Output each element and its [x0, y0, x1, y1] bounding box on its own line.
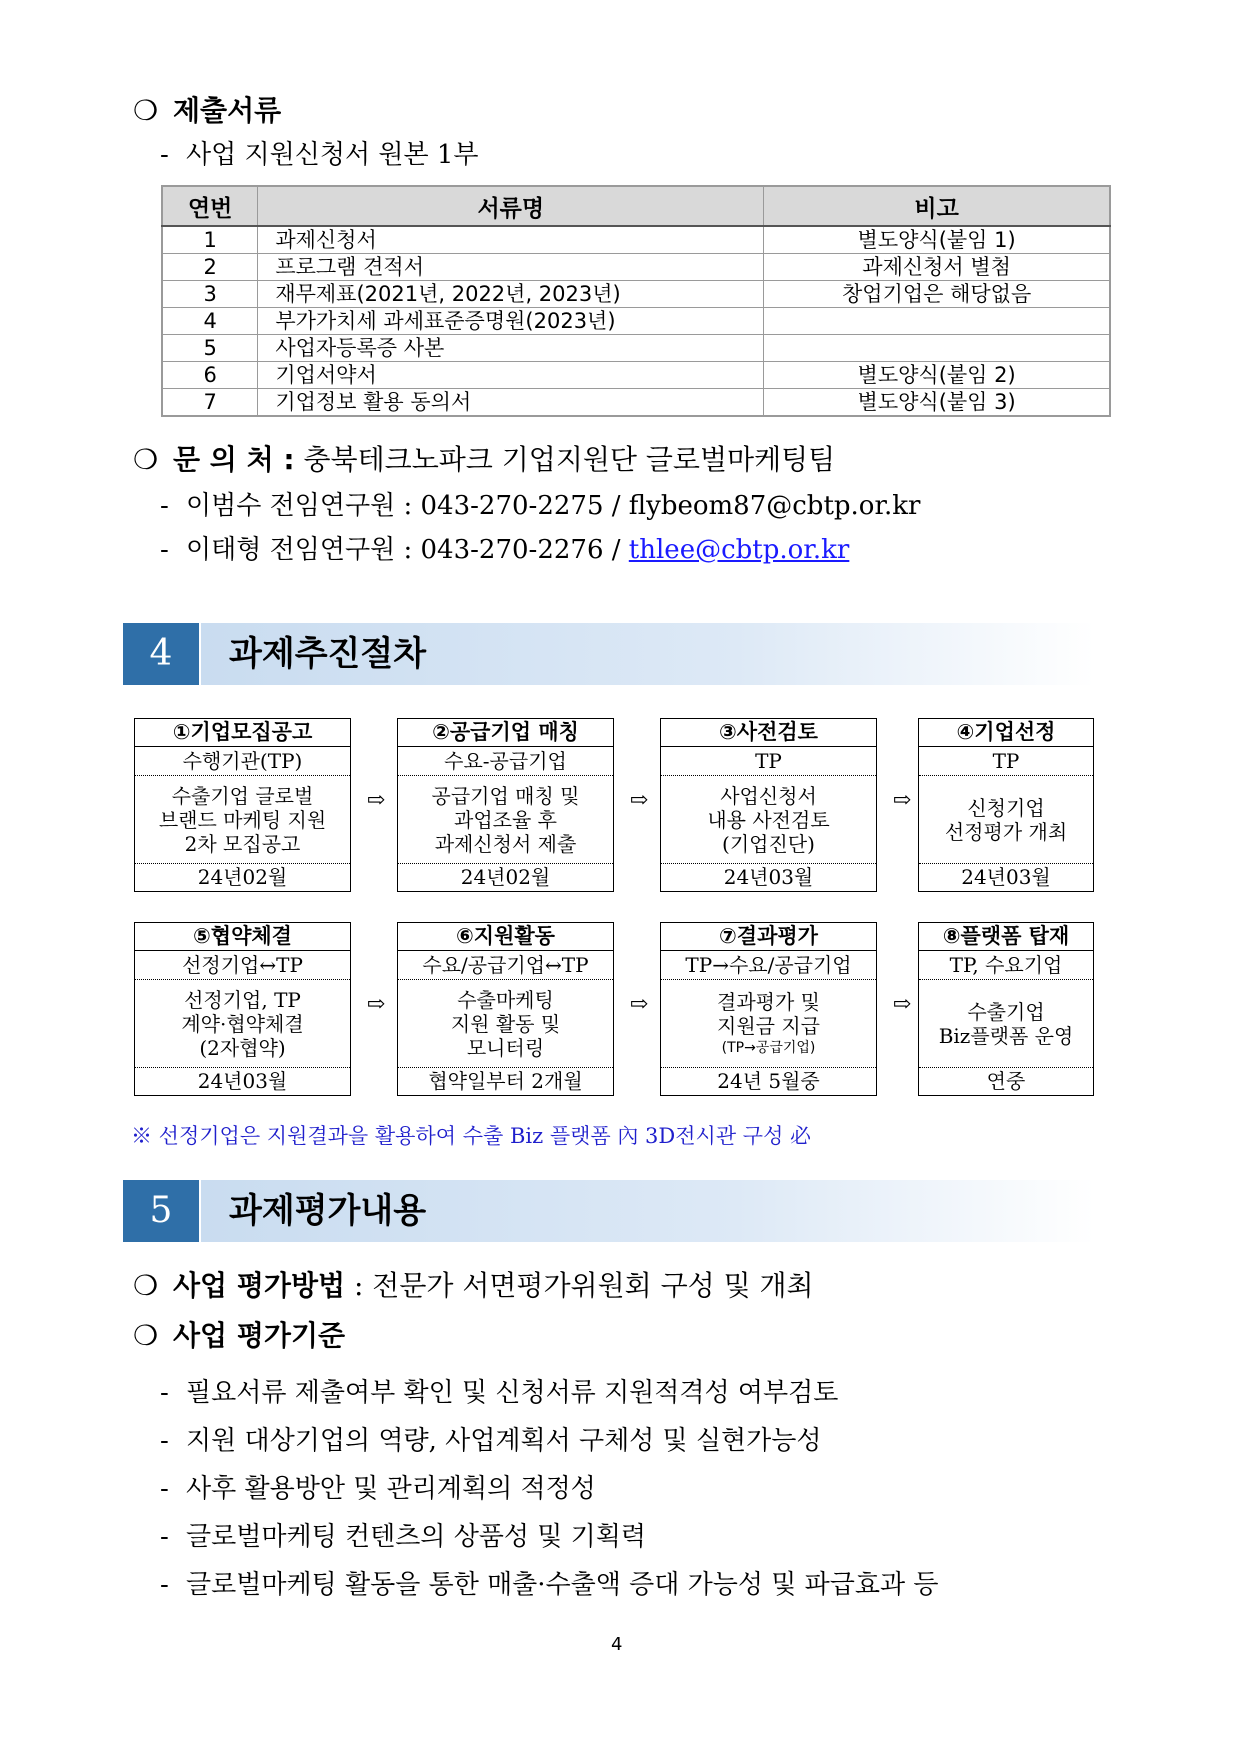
step-title: ③사전검토: [661, 719, 876, 747]
section-title: 과제추진절차: [229, 634, 427, 674]
table-cell: 과제신청서 별첨: [764, 254, 1110, 281]
step-title: ⑤협약체결: [135, 923, 350, 951]
right-arrow-icon: ⇨: [366, 992, 386, 1017]
table-cell: 별도양식(붙임 1): [764, 226, 1110, 254]
section-title: 과제평가내용: [229, 1191, 427, 1231]
step-date: 24년03월: [135, 1067, 350, 1095]
step-date: 24년03월: [661, 863, 876, 891]
table-row: [162, 308, 1110, 335]
step-title: ⑥지원활동: [398, 923, 613, 951]
table-cell: 과제신청서: [258, 226, 764, 254]
table-cell: 프로그램 견적서: [258, 254, 764, 281]
step-description-note: (TP→공급기업): [721, 1039, 816, 1056]
table-row: [162, 254, 1110, 281]
step-description-line: 브랜드 마케팅 지원: [158, 807, 327, 832]
step-description-line: 지원금 지급: [717, 1013, 820, 1038]
right-arrow-icon: ⇨: [892, 992, 912, 1017]
step-description-line: 사업신청서: [720, 783, 817, 808]
step-agent: TP, 수요기업: [919, 951, 1093, 980]
step-description-line: Biz플랫폼 운영: [938, 1023, 1074, 1048]
evaluation-method: ❍ 사업 평가방법 : 전문가 서면평가위원회 구성 및 개최: [133, 1269, 814, 1302]
table-cell: 사업자등록증 사본: [258, 335, 764, 362]
page-number: 4: [611, 1634, 623, 1655]
step-description-line: (2자협약): [199, 1035, 286, 1060]
table-cell: 1: [162, 226, 258, 254]
step-description: [661, 980, 876, 1067]
contact-email: flybeom87@cbtp.or.kr: [628, 491, 921, 521]
submission-subline: - 사업 지원신청서 원본 1부: [160, 140, 479, 170]
process-note: ※ 선정기업은 지원결과을 활용하여 수출 Biz 플랫폼 內 3D전시관 구성 必: [131, 1124, 812, 1148]
criteria-item: - 지원 대상기업의 역량, 사업계획서 구체성 및 실현가능성: [160, 1426, 822, 1456]
step-description-line: 과제신청서 제출: [434, 831, 577, 856]
criteria-item: - 글로벌마케팅 컨텐츠의 상품성 및 기획력: [160, 1522, 647, 1552]
step-title: ②공급기업 매칭: [398, 719, 613, 747]
section-number-badge: 5: [123, 1180, 199, 1242]
criteria-item: - 필요서류 제출여부 확인 및 신청서류 지원적격성 여부검토: [160, 1378, 839, 1408]
step-agent: TP→수요/공급기업: [661, 951, 876, 980]
contact-heading: [133, 442, 835, 478]
right-arrow-icon: ⇨: [366, 788, 386, 813]
process-step-box: [397, 718, 614, 892]
contact-org: 충북테크노파크 기업지원단 글로벌마케팅팀: [303, 443, 836, 476]
right-arrow-icon: ⇨: [629, 992, 649, 1017]
step-date: 24년03월: [919, 863, 1093, 891]
step-description-line: 지원 활동 및: [450, 1011, 561, 1036]
table-row: [162, 389, 1110, 417]
table-cell: 재무제표(2021년, 2022년, 2023년): [258, 281, 764, 308]
step-description-line: 공급기업 매칭 및: [431, 783, 580, 808]
step-description: [135, 980, 350, 1067]
table-row: [162, 226, 1110, 254]
step-description: [135, 776, 350, 863]
circle-bullet-icon: ❍: [133, 94, 159, 127]
table-cell: 부가가치세 과세표준증명원(2023년): [258, 308, 764, 335]
section-header-bar: [201, 623, 1095, 685]
table-cell: 6: [162, 362, 258, 389]
header-cell: 비고: [764, 186, 1110, 226]
step-description: [398, 776, 613, 863]
step-agent: TP: [919, 747, 1093, 776]
step-description-line: 선정평가 개최: [944, 819, 1068, 844]
step-description-line: 2차 모집공고: [184, 831, 301, 856]
step-description-line: (기업진단): [722, 831, 815, 856]
step-title: ⑧플랫폼 탑재: [919, 923, 1093, 951]
step-description-line: 수출기업: [967, 999, 1045, 1024]
process-step-box: [660, 718, 877, 892]
step-agent: TP: [661, 747, 876, 776]
step-description: [919, 776, 1093, 863]
table-cell: 창업기업은 해당없음: [764, 281, 1110, 308]
section-header-bar: [201, 1180, 1095, 1242]
documents-table: [161, 185, 1111, 417]
step-date: 연중: [919, 1067, 1093, 1095]
step-agent: 선정기업↔TP: [135, 951, 350, 980]
step-title: ④기업선정: [919, 719, 1093, 747]
step-description-line: 신청기업: [967, 795, 1045, 820]
table-cell: 별도양식(붙임 2): [764, 362, 1110, 389]
step-date: 24년02월: [135, 863, 350, 891]
contact-label: 문 의 처 :: [173, 443, 295, 476]
process-step-box: [660, 922, 877, 1096]
header-cell: 연번: [162, 186, 258, 226]
step-description-line: 내용 사전검토: [707, 807, 830, 832]
table-cell: 7: [162, 389, 258, 417]
step-agent: 수행기관(TP): [135, 747, 350, 776]
table-row: [162, 281, 1110, 308]
table-cell: 5: [162, 335, 258, 362]
header-cell: 서류명: [258, 186, 764, 226]
process-step-box: [134, 718, 351, 892]
step-description-line: 수출마케팅: [457, 987, 554, 1012]
table-cell: 4: [162, 308, 258, 335]
criteria-item: - 글로벌마케팅 활동을 통한 매출·수출액 증대 가능성 및 파급효과 등: [160, 1570, 939, 1600]
table-cell: 기업정보 활용 동의서: [258, 389, 764, 417]
table-header-row: [162, 186, 1110, 226]
table-row: [162, 362, 1110, 389]
step-description-line: 과업조율 후: [454, 807, 557, 832]
process-step-box: [918, 718, 1094, 892]
evaluation-criteria-heading: ❍ 사업 평가기준: [133, 1319, 346, 1352]
step-description: [398, 980, 613, 1067]
process-step-box: [918, 922, 1094, 1096]
process-step-box: [397, 922, 614, 1096]
contact-person: - 이범수 전임연구원 : 043-270-2275 / flybeom87@cbtp.or.kr: [160, 491, 921, 521]
table-cell: 3: [162, 281, 258, 308]
step-title: ①기업모집공고: [135, 719, 350, 747]
table-cell: 2: [162, 254, 258, 281]
step-agent: 수요-공급기업: [398, 747, 613, 776]
table-row: [162, 335, 1110, 362]
step-description-line: 선정기업, TP: [184, 987, 301, 1012]
criteria-item: - 사후 활용방안 및 관리계획의 적정성: [160, 1474, 596, 1504]
right-arrow-icon: ⇨: [892, 788, 912, 813]
contact-email-link[interactable]: thlee@cbtp.or.kr: [628, 535, 850, 565]
table-cell: 별도양식(붙임 3): [764, 389, 1110, 417]
circle-bullet-icon: ❍: [133, 1319, 159, 1352]
step-title: ⑦결과평가: [661, 923, 876, 951]
table-cell: 기업서약서: [258, 362, 764, 389]
step-agent: 수요/공급기업↔TP: [398, 951, 613, 980]
step-description-line: 결과평가 및: [717, 989, 820, 1014]
table-cell: [764, 335, 1110, 362]
process-step-box: [134, 922, 351, 1096]
table-cell: [764, 308, 1110, 335]
step-date: 협약일부터 2개월: [398, 1067, 613, 1095]
submission-heading: ❍ 제출서류: [133, 94, 282, 127]
step-description: [661, 776, 876, 863]
step-date: 24년 5월중: [661, 1067, 876, 1095]
step-description-line: 계약·협약체결: [181, 1011, 304, 1036]
circle-bullet-icon: ❍: [133, 443, 159, 476]
step-description: [919, 980, 1093, 1067]
step-description-line: 모니터링: [466, 1035, 545, 1060]
right-arrow-icon: ⇨: [629, 788, 649, 813]
contact-person: - 이태형 전임연구원 : 043-270-2276 / thlee@cbtp.or.kr: [160, 535, 850, 565]
section-number-badge: 4: [123, 623, 199, 685]
circle-bullet-icon: ❍: [133, 1269, 159, 1302]
step-description-line: 수출기업 글로벌: [171, 783, 314, 808]
step-date: 24년02월: [398, 863, 613, 891]
